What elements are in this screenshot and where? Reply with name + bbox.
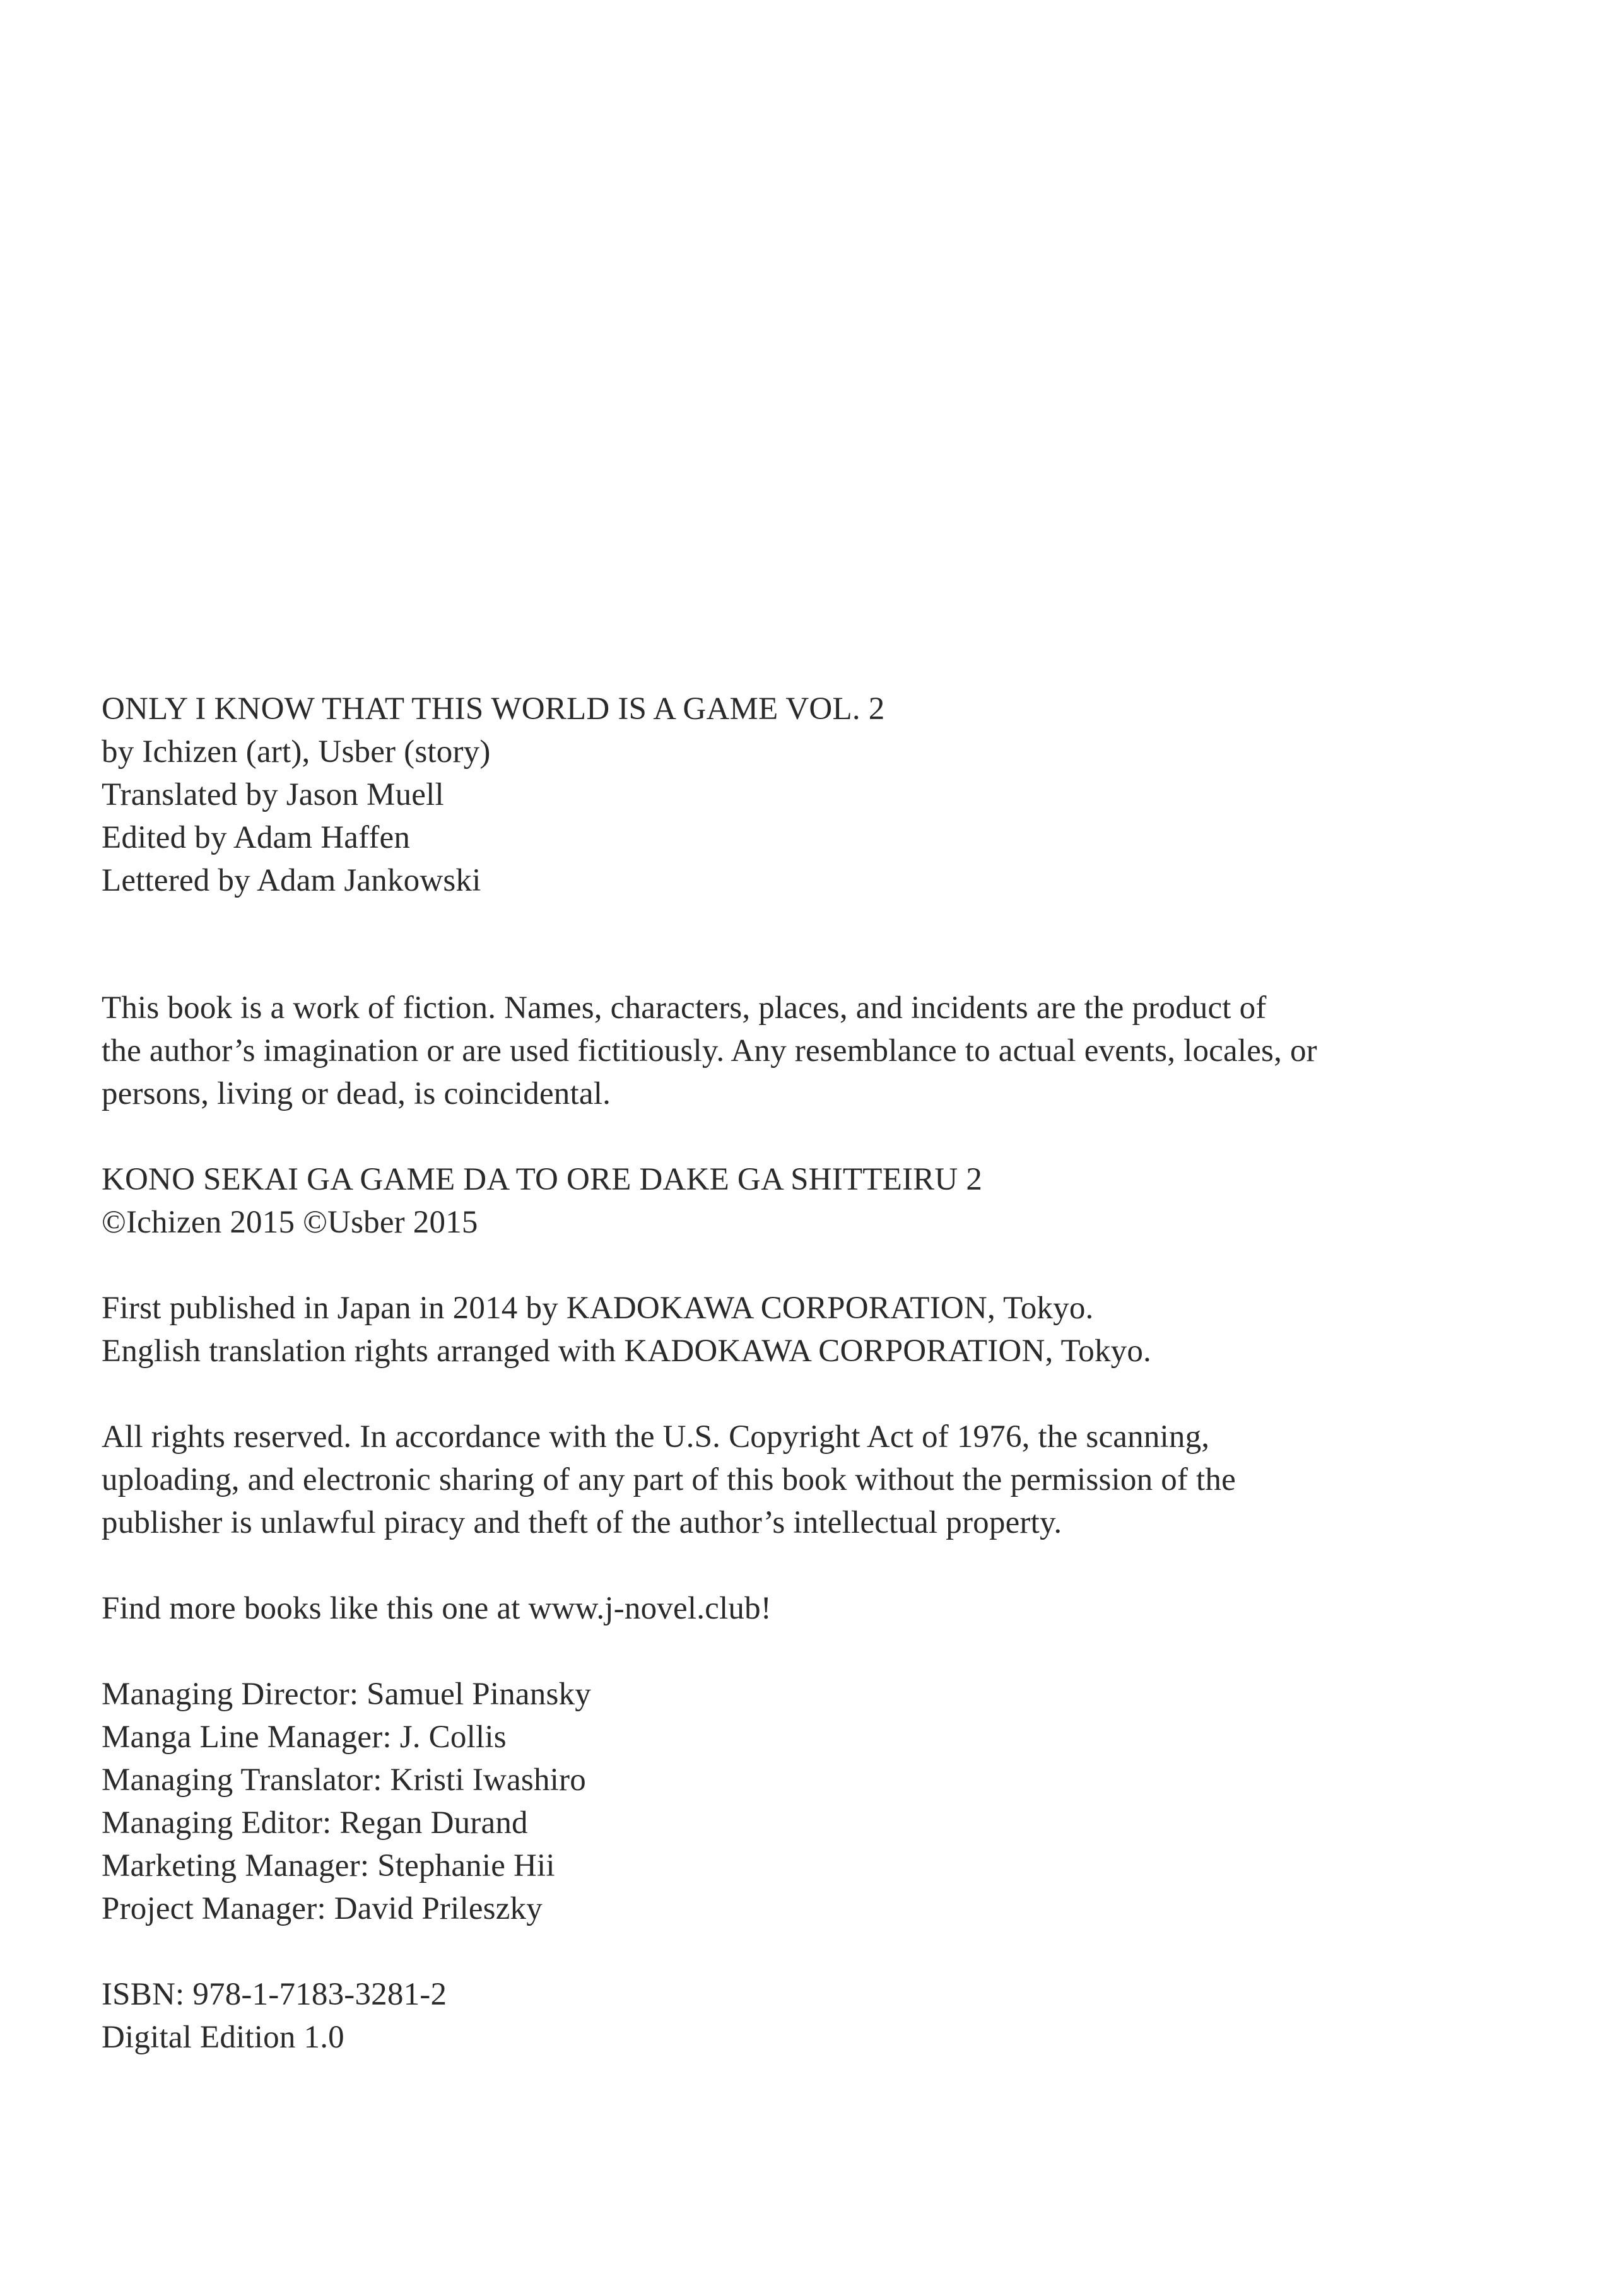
staff-line: Manga Line Manager: J. Collis bbox=[102, 1719, 507, 1755]
edition-line: Digital Edition 1.0 bbox=[102, 2020, 344, 2055]
credits-section bbox=[102, 688, 1553, 902]
translator-line: Translated by Jason Muell bbox=[102, 777, 444, 812]
edition-section bbox=[102, 1973, 1553, 2059]
staff-line: Managing Editor: Regan Durand bbox=[102, 1805, 528, 1841]
staff-line: Managing Director: Samuel Pinansky bbox=[102, 1677, 591, 1712]
letterer-line: Lettered by Adam Jankowski bbox=[102, 863, 481, 898]
first-published-line: First published in Japan in 2014 by KADOKAWA CORPORATION, Tokyo. bbox=[102, 1291, 1094, 1326]
editor-line: Edited by Adam Haffen bbox=[102, 820, 411, 855]
translation-rights-line: English translation rights arranged with KADOKAWA CORPORATION, Tokyo. bbox=[102, 1333, 1152, 1369]
isbn-line: ISBN: 978-1-7183-3281-2 bbox=[102, 1977, 447, 2012]
more-books-section bbox=[102, 1587, 1553, 1630]
staff-line: Marketing Manager: Stephanie Hii bbox=[102, 1848, 555, 1883]
original-copyright: ©Ichizen 2015 ©Usber 2015 bbox=[102, 1205, 478, 1240]
fiction-disclaimer bbox=[102, 987, 1553, 1115]
original-title-section bbox=[102, 1158, 1553, 1244]
rights-line: publisher is unlawful piracy and theft of the author’s intellectual property. bbox=[102, 1505, 1062, 1540]
disclaimer-line: This book is a work of fiction. Names, characters, places, and incidents are the product of bbox=[102, 990, 1267, 1026]
book-title: ONLY I KNOW THAT THIS WORLD IS A GAME VOL. 2 bbox=[102, 691, 885, 727]
staff-line: Managing Translator: Kristi Iwashiro bbox=[102, 1762, 586, 1798]
disclaimer-line: the author’s imagination or are used fictitiously. Any resemblance to actual events, locales, or bbox=[102, 1033, 1317, 1069]
staff-section bbox=[102, 1673, 1553, 1930]
copyright-text-block bbox=[102, 688, 1553, 2059]
original-title: KONO SEKAI GA GAME DA TO ORE DAKE GA SHITTEIRU 2 bbox=[102, 1162, 983, 1197]
disclaimer-line: persons, living or dead, is coincidental. bbox=[102, 1076, 611, 1111]
staff-line: Project Manager: David Prileszky bbox=[102, 1891, 543, 1926]
rights-reserved-section bbox=[102, 1415, 1553, 1544]
publication-section bbox=[102, 1287, 1553, 1373]
rights-line: All rights reserved. In accordance with the U.S. Copyright Act of 1976, the scanning, bbox=[102, 1419, 1210, 1455]
rights-line: uploading, and electronic sharing of any part of this book without the permission of the bbox=[102, 1462, 1236, 1497]
more-books-line: Find more books like this one at www.j-novel.club! bbox=[102, 1591, 772, 1626]
authors-line: by Ichizen (art), Usber (story) bbox=[102, 734, 491, 770]
